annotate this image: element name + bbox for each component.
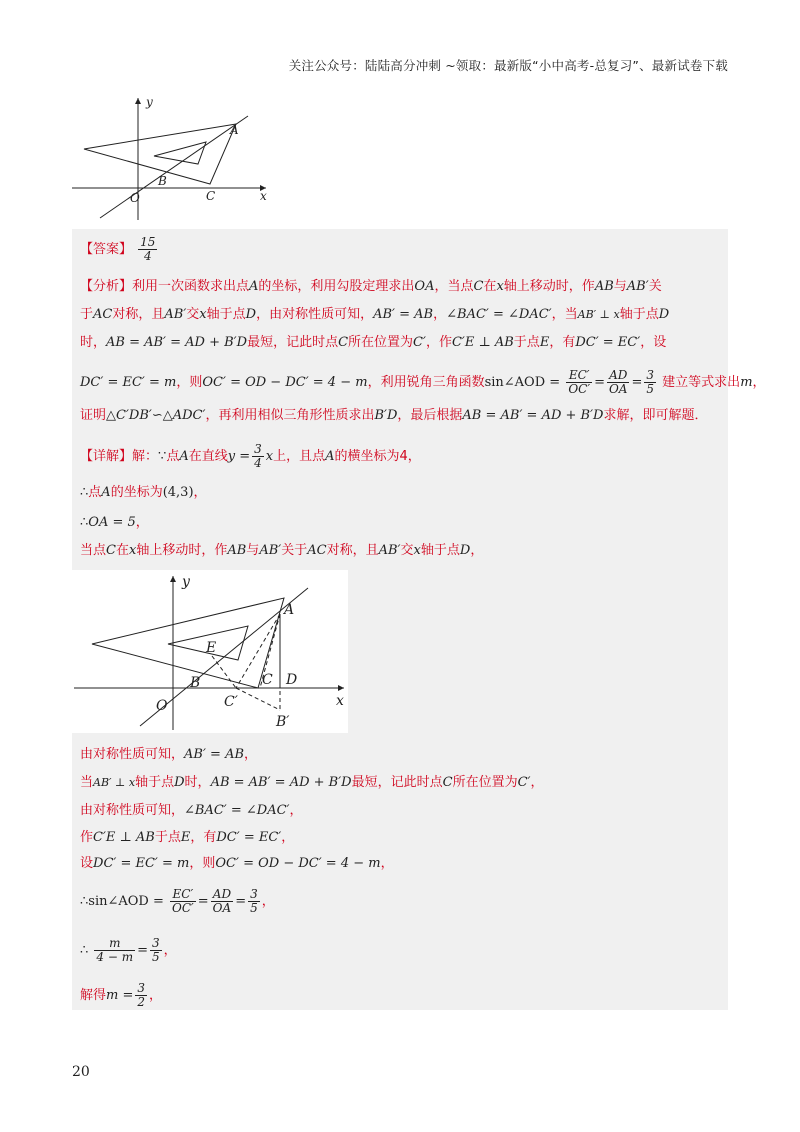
figure-2 <box>72 570 348 733</box>
triangle-inner <box>154 142 206 164</box>
detail-line-4: 当点C在x轴上移动时，作AB与AB′关于AC对称，且AB′交x轴于点D， <box>80 543 484 558</box>
label-B: B <box>158 174 167 188</box>
detail-line-3: ∴OA = 5， <box>80 515 149 530</box>
analysis-line-4: DC′ = EC′ = m，则OC′ = OD − DC′ = 4 − m，利用锐角三角函数sin∠AOD = $\frac{EC'}{OC'}$ = $\frac{AD}{OA}$ = $\frac{3}{5}$ 建立等式求出m， <box>80 368 766 396</box>
label-y: y <box>182 574 190 590</box>
label-D: D <box>286 672 298 688</box>
analysis-line-5: 证明△C′DB′∽△ADC′，再利用相似三角形性质求出B′D，最后根据AB = AB′ = AD + B′D求解，即可解题． <box>80 408 708 423</box>
label-A: A <box>230 123 239 137</box>
analysis-line-1: 【分析】利用一次函数求出点A的坐标，利用勾股定理求出OA，当点C在x轴上移动时，作AB与AB′关 <box>80 279 662 294</box>
label-y: y <box>146 95 153 109</box>
detail-line-12: 解得m = $\frac{3}{2}$ ， <box>80 981 163 1009</box>
label-x: x <box>260 189 267 203</box>
answer-fraction: $\frac{15}{4}$ <box>140 235 156 263</box>
detail-line-6: 当AB′ ⊥ x轴于点D时，AB = AB′ = AD + B′D最短，记此时点C所在位置为C′， <box>80 775 544 790</box>
segment-AC-prime <box>236 614 280 688</box>
label-C: C <box>262 672 273 688</box>
label-A: A <box>284 602 295 618</box>
label-x: x <box>336 693 344 709</box>
label-C: C <box>206 189 216 203</box>
label-C-prime: C′ <box>224 694 238 710</box>
segment-EC-prime <box>212 656 236 688</box>
detail-line-8: 作C′E ⊥ AB于点E，有DC′ = EC′， <box>80 830 295 845</box>
detail-line-7: 由对称性质可知，∠BAC′ = ∠DAC′， <box>80 803 303 818</box>
figure-1 <box>70 92 280 222</box>
detail-line-1: 【详解】解：∵点A在直线y = $\frac{3}{4}$ x上，且点A的横坐标为4， <box>80 442 421 470</box>
label-B-prime: B′ <box>276 714 290 730</box>
triangle-outer <box>92 598 284 688</box>
detail-line-2: ∴点A的坐标为(4,3)， <box>80 485 207 500</box>
segment-C-prime-B-prime <box>236 688 280 710</box>
label-O: O <box>156 698 168 714</box>
page-header: 关注公众号：陆陆高分冲刺 ~领取：最新版“小中高考-总复习”、最新试卷下载 <box>288 58 728 73</box>
detail-line-5: 由对称性质可知，AB′ = AB， <box>80 747 258 762</box>
label-E: E <box>206 640 217 656</box>
detail-line-9: 设DC′ = EC′ = m，则OC′ = OD − DC′ = 4 − m， <box>80 856 394 871</box>
line-y-3-4x <box>100 116 248 218</box>
detail-line-11: ∴ $\frac{m}{4 - m}$ = $\frac{3}{5}$ ， <box>80 936 177 964</box>
page-number: 20 <box>72 1064 90 1080</box>
label-B: B <box>190 675 201 691</box>
label-O: O <box>130 191 140 205</box>
analysis-line-2: 于AC对称，且AB′交x轴于点D，由对称性质可知，AB′ = AB，∠BAC′ = ∠DAC′，当AB′ ⊥ x轴于点D <box>80 307 670 322</box>
analysis-line-3: 时，AB = AB′ = AD + B′D最短，记此时点C所在位置为C′，作C′E ⊥ AB于点E，有DC′ = EC′，设 <box>80 335 667 350</box>
answer-line: 【答案】 $\frac{15}{4}$ <box>80 235 156 263</box>
detail-line-10: ∴sin∠AOD = $\frac{EC'}{OC'}$ = $\frac{AD}{OA}$ = $\frac{3}{5}$ ， <box>80 887 275 915</box>
